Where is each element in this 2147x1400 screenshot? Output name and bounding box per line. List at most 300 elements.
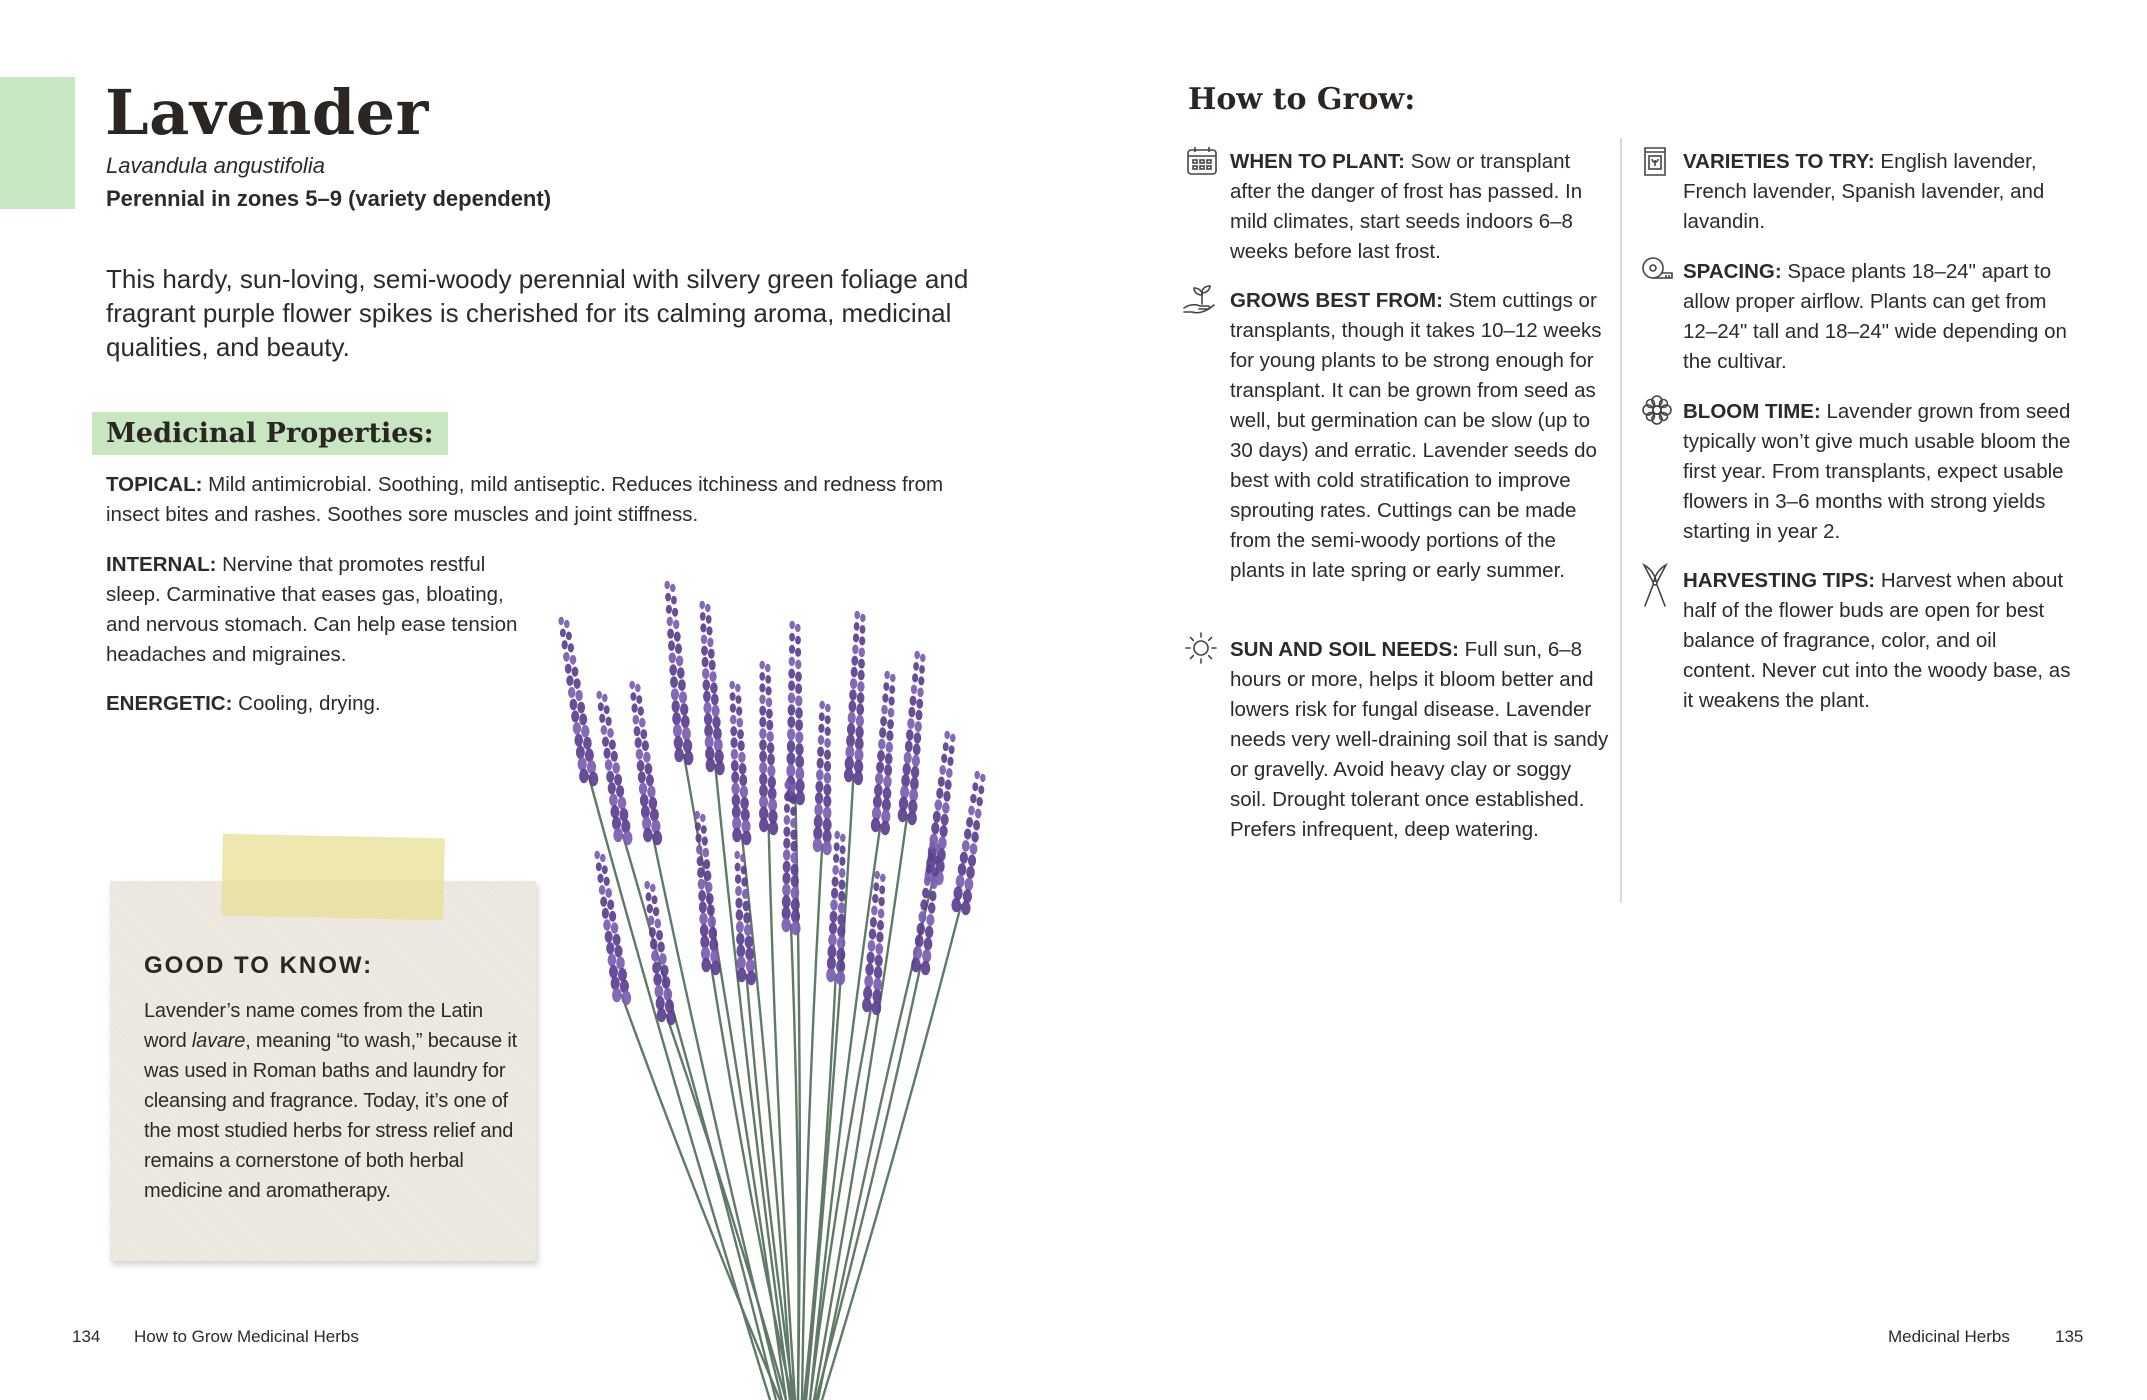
lavender-floret (854, 771, 864, 785)
lavender-floret (916, 699, 923, 709)
lavender-floret (703, 691, 711, 703)
lavender-floret (700, 612, 706, 621)
lavender-floret (924, 876, 931, 886)
lavender-floret (789, 645, 795, 654)
lavender-floret (784, 804, 790, 813)
lavender-floret (698, 890, 706, 902)
lavender-floret (635, 737, 642, 748)
lavender-floret (859, 648, 865, 658)
lavender-floret (644, 881, 650, 889)
lavender-floret (925, 926, 933, 939)
lavender-floret (602, 865, 608, 874)
grow-item-text: Stem cuttings or transplants, though it takes 10–12 weeks for young plants to be strong enough for transplant. It can be grown from seed as well, but germination can be slow (up to 30 days) and erratic. Lavender seeds do best with cold stratification to improve sprouting rates. Cuttings can be made from the semi-woody portions of the plants in late spring or early summer. (1230, 289, 1602, 582)
lavender-floret (876, 761, 884, 773)
lavender-floret (834, 842, 840, 851)
lavender-floret (666, 605, 672, 614)
lavender-floret (767, 765, 775, 777)
lavender-floret (636, 695, 642, 704)
lavender-floret (704, 870, 711, 881)
lavender-floret (603, 919, 611, 930)
lavender-floret (745, 936, 753, 949)
lavender-floret (795, 791, 805, 805)
lavender-floret (830, 899, 838, 910)
lavender-floret (823, 818, 832, 831)
lavender-floret (950, 734, 956, 742)
lavender-floret (581, 725, 589, 738)
grow-item-text: Full sun, 6–8 hours or more, helps it bloom better and lowers risk for fungal disease. Lavender needs very well-draining soil that is sandy or gravelly. Avoid heavy clay or soggy soil. Drought tolerant once established. Prefers infrequent, deep watering. (1230, 638, 1609, 841)
lavender-floret (817, 747, 824, 757)
lavender-floret (837, 925, 845, 937)
lavender-floret (704, 713, 712, 726)
lavender-floret (854, 622, 860, 631)
property-energetic (106, 689, 526, 719)
lavender-floret (638, 771, 646, 783)
lavender-floret (640, 794, 649, 807)
lavender-floret (936, 788, 943, 799)
lavender-floret (784, 815, 791, 825)
lavender-floret (697, 867, 704, 878)
lavender-floret (919, 665, 925, 674)
lavender-floret (915, 721, 922, 732)
lavender-floret (873, 978, 882, 991)
lavender-floret (587, 760, 596, 774)
lavender-floret (767, 754, 775, 766)
lavender-floret (860, 625, 866, 634)
lavender-floret (944, 731, 950, 739)
lavender-floret (703, 859, 710, 869)
lavender-floret (769, 821, 779, 835)
lavender-floret (823, 795, 831, 807)
lavender-floret (974, 771, 980, 779)
lavender-floret (639, 783, 647, 796)
lavender-floret (907, 811, 917, 825)
lavender-floret (616, 957, 625, 970)
lavender-floret (674, 632, 681, 642)
lavender-floret (831, 888, 838, 899)
lavender-floret (789, 621, 795, 629)
lavender-floret (935, 799, 943, 810)
lavender-floret (652, 962, 660, 974)
lavender-floret (600, 897, 607, 907)
lavender-floret (606, 942, 614, 954)
lavender-floret (637, 760, 645, 772)
lavender-floret (813, 838, 823, 852)
lavender-floret (901, 774, 910, 787)
lavender-floret (558, 617, 564, 625)
lavender-floret (701, 646, 708, 656)
lavender-floret (731, 771, 739, 783)
lavender-floret (648, 916, 655, 926)
lavender-floret (649, 927, 656, 938)
lavender-stem (791, 925, 799, 1400)
lavender-floret (706, 626, 712, 635)
lavender-floret (606, 717, 612, 726)
lavender-floret (672, 608, 678, 617)
lavender-floret (740, 854, 746, 862)
lavender-floret (931, 822, 939, 834)
lavender-floret (854, 611, 860, 619)
lavender-floret (732, 828, 742, 842)
lavender-floret (788, 704, 796, 715)
lavender-floret (708, 916, 716, 929)
lavender-floret (928, 853, 934, 862)
lavender-floret (886, 730, 893, 741)
property-label: INTERNAL: (106, 553, 217, 576)
lavender-floret (697, 856, 704, 866)
lavender-floret (970, 794, 976, 803)
lavender-floret (604, 748, 611, 759)
lavender-floret (705, 882, 712, 893)
lavender-floret (731, 749, 738, 760)
lavender-floret (759, 661, 765, 669)
lavender-floret (650, 939, 657, 950)
lavender-floret (914, 732, 922, 743)
lavender-floret (701, 635, 707, 645)
lavender-floret (789, 657, 795, 667)
lavender-floret (599, 885, 606, 895)
lavender-floret (883, 682, 889, 691)
lavender-floret (706, 893, 714, 905)
lavender-floret (643, 828, 653, 842)
lavender-floret (563, 652, 570, 662)
lavender-floret (920, 654, 926, 662)
lavender-floret (906, 729, 914, 740)
lavender-floret (910, 777, 919, 790)
lavender-floret (938, 777, 945, 787)
lavender-floret (868, 940, 876, 952)
lavender-floret (737, 968, 747, 982)
lavender-floret (737, 729, 744, 739)
lavender-floret (814, 804, 823, 817)
lavender-floret (568, 687, 575, 698)
running-head-left: How to Grow Medicinal Herbs (134, 1327, 359, 1346)
lavender-floret (646, 774, 654, 786)
lavender-floret (576, 746, 585, 759)
lavender-floret (735, 863, 741, 872)
lavender-floret (847, 723, 855, 736)
lavender-floret (970, 843, 978, 855)
lavender-floret (602, 737, 609, 747)
lavender-floret (645, 763, 653, 775)
lavender-floret (972, 782, 978, 791)
lavender-floret (941, 754, 947, 763)
lavender-floret (659, 953, 667, 965)
lavender-floret (795, 672, 802, 682)
lavender-floret (656, 996, 665, 1010)
lavender-floret (884, 671, 890, 679)
lavender-floret (911, 958, 921, 972)
lavender-floret (605, 888, 612, 898)
lavender-floret (875, 955, 883, 967)
lavender-floret (908, 707, 915, 718)
lavender-floret (839, 857, 845, 866)
lavender-floret (958, 863, 967, 876)
lavender-floret (890, 674, 896, 682)
lavender-floret (634, 726, 641, 736)
lavender-floret (577, 702, 585, 714)
lavender-floret (713, 727, 722, 740)
lavender-floret (701, 958, 711, 972)
note-italic-word: lavare (191, 1030, 246, 1052)
lavender-floret (630, 692, 636, 701)
lavender-floret (670, 584, 676, 592)
calendar-icon (1185, 144, 1219, 178)
lavender-floret (572, 667, 579, 677)
lavender-floret (920, 899, 928, 910)
lavender-floret (814, 815, 823, 828)
lavender-floret (819, 701, 825, 709)
lavender-floret (602, 694, 608, 702)
lavender-floret (681, 715, 690, 728)
lavender-floret (607, 900, 614, 910)
lavender-floret (696, 833, 702, 842)
lavender-floret (766, 720, 773, 731)
lavender-floret (660, 965, 668, 977)
lavender-floret (973, 820, 980, 831)
lavender-floret (736, 921, 744, 933)
lavender-floret (879, 727, 886, 738)
lavender-floret (703, 848, 710, 858)
lavender-floret (652, 895, 658, 904)
lavender-floret (623, 831, 633, 845)
lavender-floret (678, 679, 686, 691)
lavender-floret (759, 695, 765, 705)
seedling-hand-icon (1182, 282, 1216, 316)
lavender-floret (734, 851, 740, 859)
grow-item-when-to-plant (1230, 147, 1610, 267)
lavender-floret (619, 808, 628, 821)
lavender-floret (916, 710, 923, 721)
lavender-floret (712, 716, 720, 729)
lavender-floret (767, 731, 774, 742)
lavender-floret (911, 766, 919, 779)
lavender-floret (735, 898, 742, 909)
lavender-floret (824, 738, 831, 748)
lavender-floret (878, 739, 885, 750)
lavender-floret (864, 975, 873, 988)
grow-item-text: Sow or transplant after the danger of frost has passed. In mild climates, start seeds indoors 6–8 weeks before last frost. (1230, 150, 1583, 263)
grow-item-text: Space plants 18–24" apart to allow proper airflow. Plants can get from 12–24" tall and 18–24" wide depending on the cultivar. (1683, 260, 2067, 373)
lavender-floret (613, 934, 621, 946)
lavender-floret (905, 741, 913, 753)
lavender-floret (610, 805, 619, 818)
lavender-floret (968, 806, 975, 816)
lavender-floret (817, 758, 824, 769)
lavender-floret (730, 715, 737, 725)
lavender-floret (879, 885, 885, 894)
lavender-floret (706, 758, 716, 772)
lavender-floret (783, 827, 790, 837)
lavender-floret (874, 784, 883, 797)
lavender-floret (759, 773, 767, 786)
lavender-floret (600, 854, 606, 862)
lavender-floret (737, 956, 746, 970)
grow-item-label: GROWS BEST FROM: (1230, 289, 1443, 312)
lavender-floret (574, 678, 581, 689)
lavender-floret (656, 930, 663, 941)
lavender-floret (702, 836, 708, 845)
lavender-floret (889, 685, 895, 694)
lavender-floret (767, 742, 775, 753)
lavender-floret (850, 678, 857, 689)
lavender-floret (612, 988, 622, 1002)
lavender-floret (574, 734, 583, 747)
lavender-floret (788, 669, 795, 679)
lavender-floret (702, 668, 709, 679)
lavender-floret (768, 776, 776, 789)
lavender-floret (975, 809, 982, 819)
lavender-floret (931, 879, 938, 889)
lavender-floret (732, 794, 741, 807)
lavender-floret (705, 604, 711, 612)
lavender-floret (853, 633, 859, 642)
lavender-floret (818, 724, 824, 733)
lavender-floret (827, 945, 836, 958)
lavender-floret (787, 752, 796, 765)
lavender-floret (926, 864, 932, 874)
lavender-floret (742, 831, 752, 845)
lavender-floret (703, 679, 711, 690)
lavender-floret (844, 768, 854, 782)
lavender-floret (980, 774, 986, 782)
lavender-floret (913, 744, 921, 756)
lavender-floret (633, 715, 640, 725)
lavender-floret (609, 794, 618, 807)
lavender-floret (877, 750, 885, 762)
lavender-floret (741, 877, 747, 887)
lavender-floret (865, 963, 874, 976)
lavender-floret (583, 737, 592, 750)
lavender-floret (860, 614, 866, 622)
lavender-floret (788, 692, 795, 703)
lavender-floret (872, 894, 878, 903)
lavender-floret (655, 985, 664, 998)
lavender-floret (882, 693, 888, 702)
lavender-floret (856, 704, 864, 716)
lavender-floret (917, 923, 925, 936)
lavender-floret (933, 811, 941, 823)
lavender-floret (862, 998, 872, 1012)
lavender-floret (684, 751, 694, 765)
lavender-floret (851, 667, 858, 678)
lavender-floret (607, 728, 614, 738)
green-accent-tab (0, 77, 75, 209)
lavender-floret (921, 961, 931, 975)
lavender-floret (795, 683, 802, 694)
property-text: Mild antimicrobial. Soothing, mild antiseptic. Reduces itchiness and redness from insect bites and rashes. Soothes sore muscles and joint stiffness. (106, 473, 944, 526)
lavender-floret (837, 914, 845, 926)
lavender-floret (918, 911, 926, 923)
lavender-floret (673, 724, 682, 738)
lavender-floret (791, 852, 799, 863)
lavender-floret (759, 717, 766, 728)
lavender-floret (939, 765, 946, 775)
lavender-floret (832, 877, 839, 887)
lavender-floret (829, 922, 837, 934)
lavender-floret (873, 882, 879, 891)
lavender-floret (913, 662, 919, 671)
lavender-floret (836, 948, 845, 961)
lavender-floret (706, 615, 712, 624)
lavender-floret (964, 829, 971, 840)
lavender-floret (943, 791, 950, 802)
lavender-floret (942, 802, 950, 813)
lavender-floret (573, 722, 581, 735)
lavender-floret (855, 726, 863, 739)
lavender-floret (702, 657, 709, 668)
property-text: Nervine that promotes restful sleep. Carminative that eases gas, bloating, and nervous stomach. Can help ease tension headaches and migraines. (106, 553, 518, 666)
lavender-floret (605, 759, 613, 770)
lavender-floret (699, 901, 707, 913)
lavender-floret (795, 695, 802, 706)
lavender-floret (832, 865, 839, 875)
lavender-floret (673, 620, 679, 630)
property-label: TOPICAL: (106, 473, 203, 496)
lavender-floret (870, 917, 877, 928)
page-number-left: 134 (72, 1327, 101, 1346)
lavender-floret (783, 849, 791, 860)
lavender-floret (869, 929, 876, 940)
lavender-floret (743, 901, 750, 912)
lavender-floret (795, 624, 801, 632)
lavender-floret (731, 760, 739, 772)
lavender-floret (822, 841, 832, 855)
lavender-floret (650, 808, 659, 821)
lavender-floret (872, 1001, 882, 1015)
lavender-floret (876, 932, 883, 943)
lavender-floret (611, 751, 618, 762)
lavender-floret (791, 887, 800, 900)
lavender-floret (647, 786, 655, 799)
lavender-floret (651, 950, 659, 962)
lavender-floret (823, 784, 831, 796)
lavender-floret (859, 636, 865, 645)
lavender-floret (795, 755, 804, 768)
lavender-floret (787, 740, 795, 753)
lavender-floret (962, 840, 970, 852)
lavender-floret (839, 880, 846, 890)
lavender-floret (664, 581, 670, 589)
lavender-floret (816, 769, 824, 780)
lavender-floret (647, 904, 653, 913)
lavender-floret (823, 807, 832, 820)
lavender-floret (833, 854, 839, 863)
lavender-floret (609, 740, 616, 750)
lavender-floret (951, 898, 961, 912)
lavender-floret (568, 643, 574, 652)
lavender-floret (709, 938, 718, 951)
lavender-floret (795, 660, 801, 670)
lavender-floret (759, 728, 766, 739)
lavender-floret (838, 902, 846, 913)
lavender-floret (735, 684, 741, 692)
lavender-floret (674, 748, 684, 762)
lavender-floret (708, 649, 715, 659)
lavender-floret (739, 774, 747, 786)
hardiness-zones: Perennial in zones 5–9 (variety dependent) (106, 186, 552, 211)
lavender-floret (961, 901, 971, 915)
lavender-floret (924, 937, 933, 950)
property-topical (106, 470, 986, 530)
lavender-floret (608, 954, 617, 967)
lavender-floret (578, 757, 587, 771)
lavender-floret (913, 946, 922, 960)
lavender-floret (875, 773, 883, 786)
lavender-floret (562, 640, 568, 649)
lavender-floret (877, 920, 884, 931)
lavender-floret (838, 891, 845, 902)
lavender-floret (670, 676, 678, 688)
